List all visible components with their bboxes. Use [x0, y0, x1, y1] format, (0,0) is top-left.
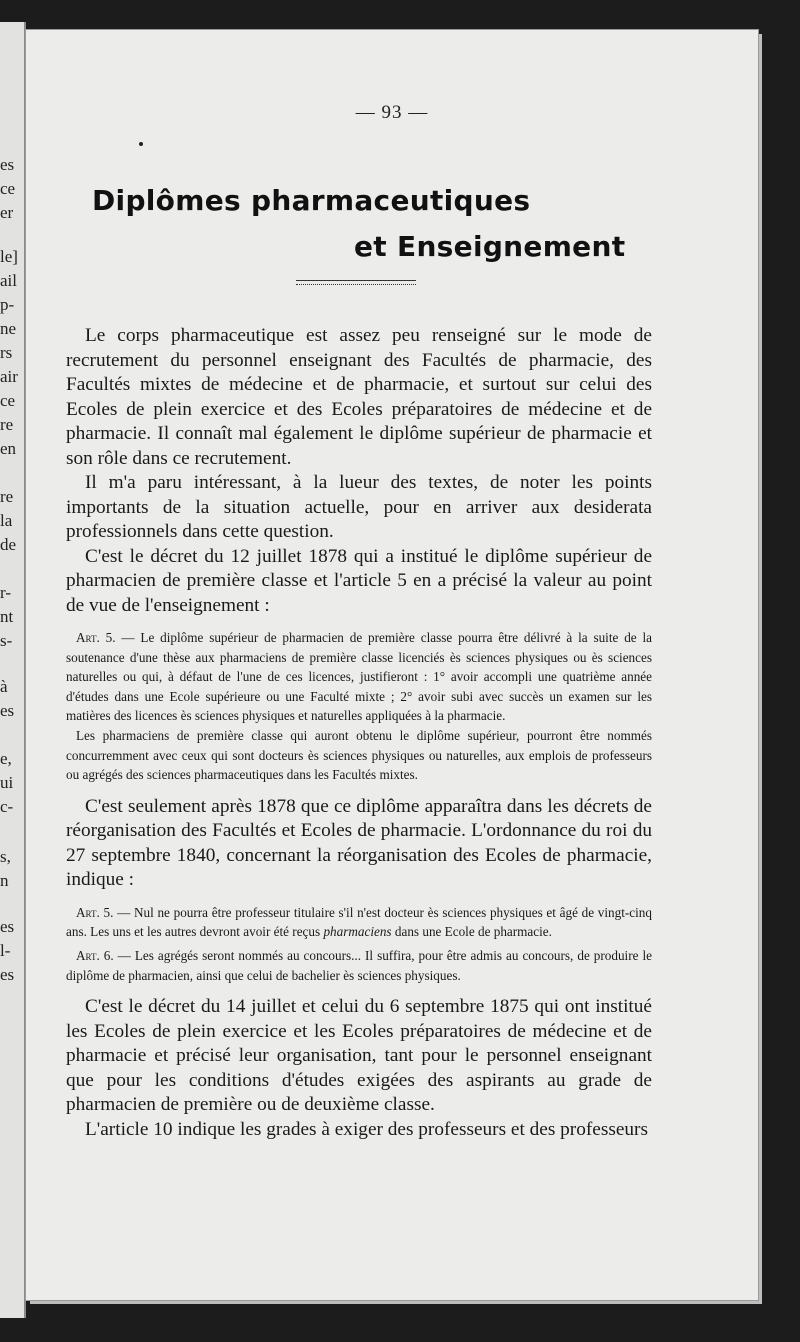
title-line-1: Diplômes pharmaceutiques — [92, 184, 531, 217]
paragraph: C'est seulement après 1878 que ce diplôme apparaîtra dans les décrets de réorganisation des Facultés et Ecoles de pharmacie. L'ordonnance du roi du 27 septembre 1840, concernant la réorganisation des Ecoles de pharmacie, indique : — [66, 795, 652, 891]
margin-fragment: rs — [0, 343, 13, 362]
margin-fragment: à — [0, 677, 8, 696]
margin-fragment: de — [0, 535, 17, 554]
article-body — [66, 316, 652, 1142]
paragraph: L'article 10 indique les grades à exiger des professeurs et des professeurs — [85, 1118, 648, 1140]
quote-text: dans une Ecole de pharmacie. — [391, 924, 552, 940]
margin-fragment: p- — [0, 295, 15, 314]
margin-fragment: n — [0, 871, 9, 890]
legal-quote-2 — [66, 903, 652, 985]
paragraph: Il m'a paru intéressant, à la lueur des textes, de noter les points importants de la situation actuelle, pour en arriver aux desiderata professionnels dans cette question. — [66, 472, 652, 542]
margin-fragment: nt — [0, 607, 14, 626]
margin-fragment: c- — [0, 797, 14, 816]
article-label: Art. 5. — [76, 630, 116, 645]
margin-fragment: le] — [0, 247, 18, 266]
margin-fragment: l- — [0, 941, 11, 960]
paragraph: C'est le décret du 12 juillet 1878 qui a institué le diplôme supérieur de pharmacien de première classe et l'article 5 en a précisé la valeur au point de vue de l'enseignement : — [66, 545, 652, 616]
margin-fragment: es — [0, 701, 15, 720]
margin-fragment: en — [0, 439, 17, 458]
page-number: — 93 — — [355, 102, 429, 123]
margin-fragment: es — [0, 917, 15, 936]
quote-paragraph: Les pharmaciens de première classe qui auront obtenu le diplôme supérieur, pourront être nommés concurremment avec ceux qui sont docteurs ès sciences physiques ou naturelles, aux emplois de professeurs ou agrégés des sciences pharmaceutiques dans les Facultés mixtes. — [66, 727, 652, 783]
margin-fragment: es — [0, 155, 15, 174]
quote-paragraph — [66, 628, 652, 726]
title-line-2: et Enseignement — [354, 230, 626, 263]
document-page — [26, 30, 758, 1300]
ink-dot — [139, 142, 143, 146]
margin-fragment: la — [0, 511, 13, 530]
margin-fragment: er — [0, 203, 14, 222]
margin-fragment: s- — [0, 631, 13, 650]
quote-paragraph — [66, 946, 652, 985]
quote-text: — Les agrégés seront nommés au concours... Il suffira, pour être admis au concours, de produire le diplôme de pharmacien, ainsi que celui de bachelier ès sciences physiques. — [66, 947, 652, 983]
margin-fragment: es — [0, 965, 15, 984]
article-label: Art. 6. — [76, 947, 114, 963]
paragraph: C'est le décret du 14 juillet et celui du 6 septembre 1875 qui ont institué les Ecoles de plein exercice et les Ecoles préparatoires de médecine et de pharmacie et précisé leur organisation, tant pour le personnel enseignant que pour les conditions d'études exigées des aspirants au grade de pharmacien de première ou de deuxième classe. — [66, 996, 652, 1116]
margin-fragment: s, — [0, 847, 11, 866]
adjacent-page-edge — [0, 22, 26, 1318]
quote-paragraph — [66, 903, 652, 942]
quote-text: — Le diplôme supérieur de pharmacien de première classe pourra être délivré à la suite de la soutenance d'une thèse aux pharmaciens de première classe licenciés ès sciences physiques ou ès sciences naturelles ou qui, à défaut de l'une de ces licences, justifieront : 1° avoir accompli une quatrième année d'études dans une Ecole supérieure ou une Faculté mixte ; 2° avoir subi avec succès un examen sur les matières des licences ès sciences physiques et naturelles appliquées à la pharmacie. — [66, 630, 652, 724]
margin-fragment: e, — [0, 749, 12, 768]
margin-fragment: r- — [0, 583, 11, 602]
title-rule — [296, 280, 416, 285]
quote-text: — Nul ne pourra être professeur titulaire s'il n'est docteur ès sciences physiques et âgé de vingt-cinq ans. Les uns et les autres devront avoir été reçus — [66, 904, 652, 940]
margin-fragment: re — [0, 415, 14, 434]
margin-fragment: ce — [0, 391, 16, 410]
margin-fragment: ce — [0, 179, 16, 198]
legal-quote-1 — [66, 628, 652, 785]
article-label: Art. 5. — [76, 904, 114, 920]
margin-fragment: ail — [0, 271, 17, 290]
paragraph: Le corps pharmaceutique est assez peu renseigné sur le mode de recrutement du personnel enseignant des Facultés de pharmacie, des Facultés mixtes de médecine et de pharmacie, et surtout sur celui des Ecoles de plein exercice et des Ecoles préparatoires de médecine et de pharmacie. Il connaît mal également le diplôme supérieur de pharmacie et son rôle dans ce recrutement. — [66, 325, 652, 469]
margin-fragment: air — [0, 367, 18, 386]
quote-italic: pharmaciens — [323, 924, 392, 940]
margin-fragment: ui — [0, 773, 14, 792]
margin-fragment: re — [0, 487, 14, 506]
margin-fragment: ne — [0, 319, 17, 338]
